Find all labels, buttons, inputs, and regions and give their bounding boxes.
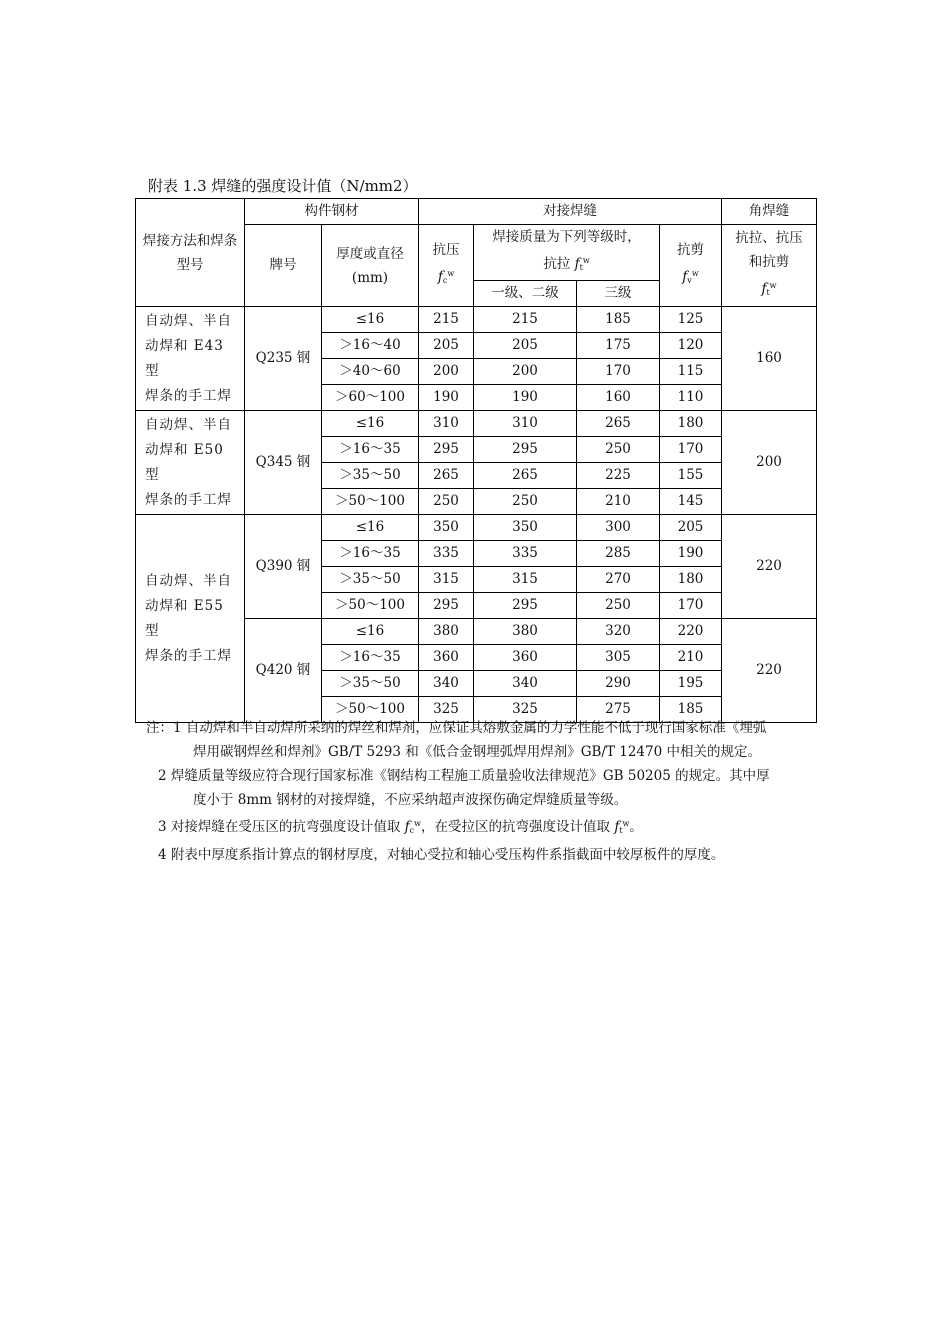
fillet-value-cell: 200: [722, 411, 817, 515]
value-cell: ≤16: [322, 307, 419, 333]
value-cell: 145: [660, 489, 722, 515]
value-cell: 180: [660, 567, 722, 593]
note-3: 3 对接焊缝在受压区的抗弯强度设计值取 $f_c^w$，在受拉区的抗弯强度设计值取 $f_t^w$。: [158, 819, 643, 835]
value-cell: 220: [660, 619, 722, 645]
table-caption: 附表 1.3 焊缝的强度设计值（N/mm2）: [148, 177, 418, 195]
value-cell: 350: [474, 515, 577, 541]
fillet-header-line2: 和抗剪: [748, 254, 790, 270]
note-2-line-2: 度小于 8mm 钢材的对接焊缝，不应采纳超声波探伤确定焊缝质量等级。: [193, 792, 628, 808]
value-cell: 295: [474, 593, 577, 619]
value-cell: 295: [419, 437, 474, 463]
note-1-line-2: 焊用碳钢焊丝和焊剂》GB/T 5293 和《低合金钢埋弧焊用焊剂》GB/T 12470 中相关的规定。: [193, 744, 761, 760]
method-line: 自动焊、半自: [145, 572, 232, 589]
method-line: 动焊和 E50 型: [145, 441, 224, 483]
note-1-line-1: 注：1 自动焊和半自动焊所采纳的焊丝和焊剂，应保证其熔敷金属的力学性能不低于现行国家标准《埋弧: [146, 720, 767, 736]
method-cell: [136, 411, 245, 515]
value-cell: ＞50～100: [322, 593, 419, 619]
value-cell: 335: [474, 541, 577, 567]
value-cell: ＞60～100: [322, 385, 419, 411]
value-cell: 160: [577, 385, 660, 411]
value-cell: 360: [419, 645, 474, 671]
value-cell: 265: [474, 463, 577, 489]
value-cell: 325: [474, 697, 577, 723]
value-cell: 215: [419, 307, 474, 333]
value-cell: 120: [660, 333, 722, 359]
value-cell: 380: [419, 619, 474, 645]
weld-strength-table: [135, 198, 817, 723]
value-cell: 185: [660, 697, 722, 723]
value-cell: ＞50～100: [322, 697, 419, 723]
shear-header-label: 抗剪: [677, 242, 704, 258]
value-cell: 305: [577, 645, 660, 671]
grade-cell: Q235 钢: [245, 307, 322, 411]
value-cell: ＞16～35: [322, 437, 419, 463]
value-cell: 350: [419, 515, 474, 541]
fillet-value-cell: 220: [722, 619, 817, 723]
value-cell: 195: [660, 671, 722, 697]
header-row-1: [136, 199, 817, 225]
value-cell: 185: [577, 307, 660, 333]
value-cell: 180: [660, 411, 722, 437]
note-2-line-1: 2 焊缝质量等级应符合现行国家标准《钢结构工程施工质量验收法律规范》GB 50205 的规定。其中厚: [158, 768, 770, 784]
table-row: [136, 411, 817, 437]
level3-header: 三级: [577, 281, 660, 307]
value-cell: ＞50～100: [322, 489, 419, 515]
value-cell: 265: [419, 463, 474, 489]
grade-header: 牌号: [245, 225, 322, 307]
fillet-weld-group-header: 角焊缝: [722, 199, 817, 225]
compression-symbol: $f_c^w$: [437, 269, 455, 285]
fillet-value-cell: 220: [722, 515, 817, 619]
value-cell: 215: [474, 307, 577, 333]
value-cell: 310: [474, 411, 577, 437]
value-cell: 190: [419, 385, 474, 411]
value-cell: 290: [577, 671, 660, 697]
value-cell: 325: [419, 697, 474, 723]
value-cell: 250: [577, 593, 660, 619]
shear-symbol: $f_v^w$: [682, 269, 699, 285]
value-cell: 275: [577, 697, 660, 723]
fillet-value-cell: 160: [722, 307, 817, 411]
steel-group-header: 构件钢材: [245, 199, 419, 225]
method-cell: [136, 307, 245, 411]
value-cell: 190: [660, 541, 722, 567]
grade-cell: Q390 钢: [245, 515, 322, 619]
value-cell: 205: [419, 333, 474, 359]
fillet-header: [722, 225, 817, 307]
value-cell: 110: [660, 385, 722, 411]
method-header: [136, 199, 245, 307]
value-cell: 115: [660, 359, 722, 385]
value-cell: 340: [419, 671, 474, 697]
value-cell: 310: [419, 411, 474, 437]
method-line: 焊条的手工焊: [145, 387, 232, 404]
value-cell: 210: [577, 489, 660, 515]
value-cell: 380: [474, 619, 577, 645]
value-cell: 205: [660, 515, 722, 541]
value-cell: 315: [419, 567, 474, 593]
fillet-header-line1: 抗拉、抗压: [735, 230, 803, 246]
tension-header: [474, 225, 660, 281]
tension-header-line2: 抗拉 $f_t^w$: [543, 256, 590, 272]
value-cell: ≤16: [322, 619, 419, 645]
fillet-symbol: $f_t^w$: [761, 281, 777, 297]
value-cell: 190: [474, 385, 577, 411]
value-cell: 170: [660, 437, 722, 463]
level12-header: 一级、二级: [474, 281, 577, 307]
value-cell: 295: [474, 437, 577, 463]
value-cell: ＞35～50: [322, 463, 419, 489]
value-cell: ＞35～50: [322, 567, 419, 593]
compression-header-label: 抗压: [432, 242, 460, 258]
method-line: 焊条的手工焊: [145, 491, 232, 508]
method-header-text: 焊接方法和焊条型号: [142, 232, 238, 273]
grade-cell: Q345 钢: [245, 411, 322, 515]
value-cell: 285: [577, 541, 660, 567]
value-cell: 335: [419, 541, 474, 567]
table-row: [136, 307, 817, 333]
value-cell: ≤16: [322, 515, 419, 541]
value-cell: ＞16～35: [322, 541, 419, 567]
value-cell: 200: [419, 359, 474, 385]
value-cell: ≤16: [322, 411, 419, 437]
value-cell: ＞35～50: [322, 671, 419, 697]
method-line: 动焊和 E43 型: [145, 337, 224, 379]
value-cell: 360: [474, 645, 577, 671]
value-cell: ＞16～40: [322, 333, 419, 359]
value-cell: 295: [419, 593, 474, 619]
value-cell: 170: [577, 359, 660, 385]
method-line: 自动焊、半自: [145, 416, 232, 433]
method-line: 焊条的手工焊: [145, 647, 232, 664]
value-cell: ＞16～35: [322, 645, 419, 671]
note-4: 4 附表中厚度系指计算点的钢材厚度，对轴心受拉和轴心受压构件系指截面中较厚板件的厚度。: [158, 847, 725, 863]
value-cell: 125: [660, 307, 722, 333]
value-cell: 265: [577, 411, 660, 437]
compression-header: [419, 225, 474, 307]
value-cell: 225: [577, 463, 660, 489]
tension-header-line1: 焊接质量为下列等级时，: [492, 229, 641, 245]
value-cell: 205: [474, 333, 577, 359]
value-cell: 170: [660, 593, 722, 619]
shear-header: [660, 225, 722, 307]
thickness-header-label: 厚度或直径: [336, 245, 404, 262]
notes-section: [146, 716, 816, 867]
value-cell: 300: [577, 515, 660, 541]
value-cell: 250: [474, 489, 577, 515]
value-cell: 315: [474, 567, 577, 593]
value-cell: 175: [577, 333, 660, 359]
thickness-header: [322, 225, 419, 307]
value-cell: 270: [577, 567, 660, 593]
value-cell: 320: [577, 619, 660, 645]
thickness-header-unit: (mm): [351, 269, 389, 286]
value-cell: 250: [419, 489, 474, 515]
value-cell: 155: [660, 463, 722, 489]
butt-weld-group-header: 对接焊缝: [419, 199, 722, 225]
value-cell: 200: [474, 359, 577, 385]
grade-cell: Q420 钢: [245, 619, 322, 723]
value-cell: ＞40～60: [322, 359, 419, 385]
method-line: 自动焊、半自: [145, 312, 232, 329]
value-cell: 250: [577, 437, 660, 463]
value-cell: 340: [474, 671, 577, 697]
method-line: 动焊和 E55 型: [145, 597, 224, 639]
table-row: [136, 515, 817, 541]
method-cell: [136, 515, 245, 723]
value-cell: 210: [660, 645, 722, 671]
